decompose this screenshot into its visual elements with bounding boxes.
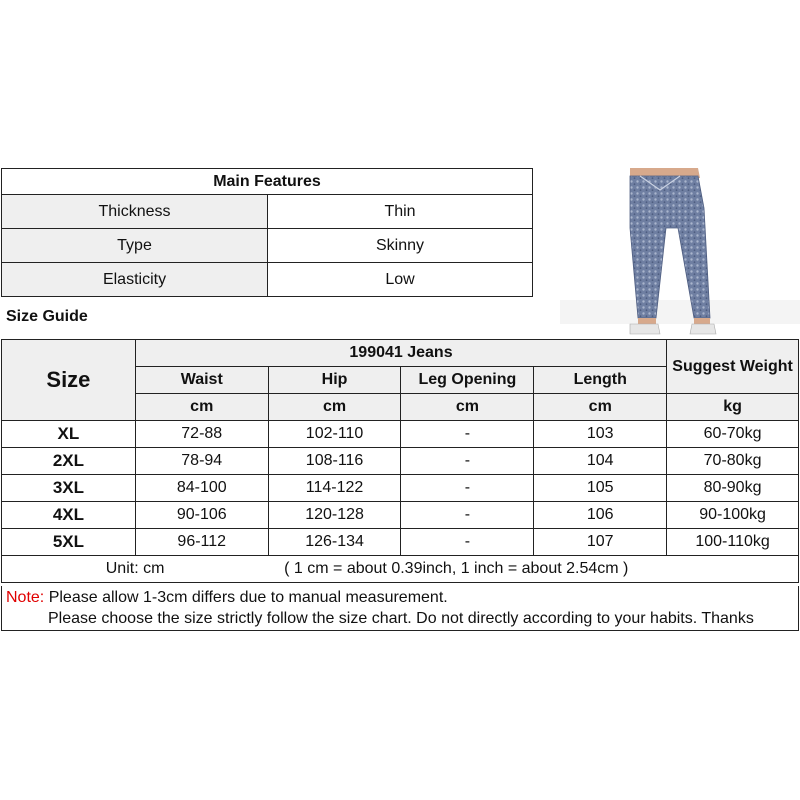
hip-cell: 108-116 [268, 448, 401, 475]
length-cell: 105 [534, 475, 667, 502]
weight-cell: 70-80kg [667, 448, 799, 475]
size-header: Size [2, 340, 136, 421]
unit-row [2, 556, 799, 583]
product-header: 199041 Jeans [135, 340, 666, 367]
size-guide-title: Size Guide [6, 308, 88, 325]
note-text-1: Please allow 1-3cm differs due to manual measurement. [48, 589, 448, 606]
note-label: Note: [6, 589, 45, 606]
suggest-weight-header: Suggest Weight [667, 340, 799, 394]
leg-opening-cell: - [401, 448, 534, 475]
table-row [2, 529, 799, 556]
note-line-2: Please choose the size strictly follow the size chart. Do not directly according to your habits. Thanks [48, 610, 754, 627]
hip-cell: 114-122 [268, 475, 401, 502]
unit-cell: cm [135, 394, 268, 421]
main-features-title: Main Features [2, 169, 533, 195]
feature-value: Low [268, 263, 533, 297]
hip-cell: 102-110 [268, 421, 401, 448]
size-cell: 5XL [2, 529, 136, 556]
hip-cell: 120-128 [268, 502, 401, 529]
size-cell: 4XL [2, 502, 136, 529]
note-box [1, 586, 799, 631]
hip-cell: 126-134 [268, 529, 401, 556]
main-features-table [1, 168, 533, 297]
waist-cell: 90-106 [135, 502, 268, 529]
size-cell: XL [2, 421, 136, 448]
size-guide-table [1, 339, 799, 583]
waist-cell: 96-112 [135, 529, 268, 556]
leg-opening-cell: - [401, 502, 534, 529]
length-cell: 106 [534, 502, 667, 529]
length-cell: 103 [534, 421, 667, 448]
column-header-length: Length [534, 367, 667, 394]
table-row [2, 421, 799, 448]
weight-cell: 80-90kg [667, 475, 799, 502]
feature-value: Thin [268, 195, 533, 229]
column-header-waist: Waist [135, 367, 268, 394]
waist-cell: 72-88 [135, 421, 268, 448]
table-row [2, 448, 799, 475]
unit-cell: cm [401, 394, 534, 421]
leg-opening-cell: - [401, 421, 534, 448]
jeans-model-photo [600, 168, 730, 336]
size-cell: 2XL [2, 448, 136, 475]
unit-cell: cm [534, 394, 667, 421]
leg-opening-cell: - [401, 529, 534, 556]
weight-cell: 100-110kg [667, 529, 799, 556]
feature-label: Elasticity [2, 263, 268, 297]
unit-label: Unit: cm [2, 556, 269, 583]
column-header-hip: Hip [268, 367, 401, 394]
weight-cell: 60-70kg [667, 421, 799, 448]
table-row [2, 502, 799, 529]
feature-label: Thickness [2, 195, 268, 229]
length-cell: 107 [534, 529, 667, 556]
column-header-leg-opening: Leg Opening [401, 367, 534, 394]
waist-cell: 78-94 [135, 448, 268, 475]
feature-value: Skinny [268, 229, 533, 263]
leg-opening-cell: - [401, 475, 534, 502]
size-cell: 3XL [2, 475, 136, 502]
feature-label: Type [2, 229, 268, 263]
waist-cell: 84-100 [135, 475, 268, 502]
table-row [2, 475, 799, 502]
unit-cell: kg [667, 394, 799, 421]
unit-conversion: ( 1 cm = about 0.39inch, 1 inch = about 2.54cm ) [268, 556, 798, 583]
length-cell: 104 [534, 448, 667, 475]
note-line-1 [6, 589, 448, 607]
weight-cell: 90-100kg [667, 502, 799, 529]
unit-cell: cm [268, 394, 401, 421]
